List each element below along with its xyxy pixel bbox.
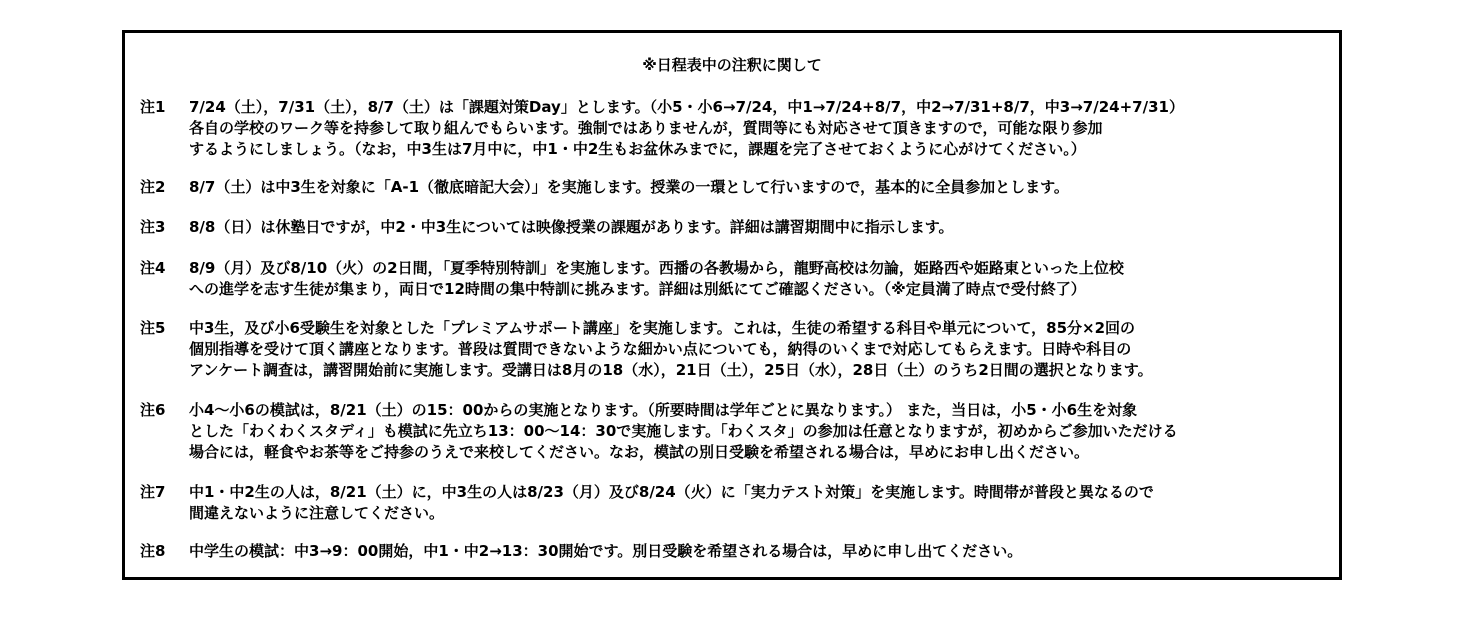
note-line: 中1・中2生の人は，8/21（土）に，中3生の人は8/23（月）及び8/24（火）に「実力テスト対策」を実施します。時間帯が普段と異なるので [189, 483, 1154, 501]
note-line: アンケート調査は，講習開始前に実施します。受講日は8月の18（水），21日（土），25日（水），28日（土）のうち2日間の選択となります。 [189, 361, 1153, 379]
note-label: 注1 [140, 98, 166, 116]
note-line: 7/24（土），7/31（土），8/7（土）は「課題対策Day」とします。（小5・小6→7/24，中1→7/24+8/7，中2→7/31+8/7，中3→7/24+7/31） [189, 98, 1184, 116]
note-line: 間違えないように注意してください。 [189, 504, 445, 522]
note-body [189, 217, 1329, 238]
note-line: への進学を志す生徒が集まり，両日で12時間の集中特訓に挑みます。詳細は別紙にてご確認ください。（※定員満了時点で受付終了） [189, 280, 1086, 298]
note-body [189, 482, 1329, 524]
note-line: 個別指導を受けて頂く講座となります。普段は質問できないような細かい点についても，納得のいくまで対応してもらえます。日時や科目の [189, 340, 1132, 358]
note-line: 8/9（月）及び8/10（火）の2日間，「夏季特別特訓」を実施します。西播の各教場から，龍野高校は勿論，姫路西や姫路東といった上位校 [189, 259, 1124, 277]
page-title: ※日程表中の注釈に関して [642, 56, 822, 74]
note-line: するようにしましょう。（なお，中3生は7月中に，中1・中2生もお盆休みまでに，課題を完了させておくように心がけてください。） [189, 140, 1086, 158]
note-line: とした「わくわくスタディ」も模試に先立ち13：00～14：30で実施します。「わくスタ」の参加は任意となりますが，初めからご参加いただける [189, 422, 1178, 440]
note-label: 注2 [140, 178, 166, 196]
note-line: 8/8（日）は休塾日ですが，中2・中3生については映像授業の課題があります。詳細は講習期間中に指示します。 [189, 218, 954, 236]
note-line: 小4～小6の模試は，8/21（土）の15：00からの実施となります。（所要時間は学年ごとに異なります。） また，当日は，小5・小6生を対象 [189, 401, 1138, 419]
note-body [189, 541, 1329, 562]
note-label: 注7 [140, 483, 166, 501]
note-body [189, 318, 1329, 381]
note-label: 注4 [140, 259, 166, 277]
note-body [189, 177, 1329, 198]
note-line: 場合には，軽食やお茶等をご持参のうえで来校してください。なお，模試の別日受験を希望される場合は，早めにお申し出ください。 [189, 443, 1090, 461]
note-label: 注5 [140, 319, 166, 337]
notes-box [122, 30, 1342, 580]
note-body [189, 258, 1329, 300]
note-body [189, 97, 1329, 160]
note-line: 中3生，及び小6受験生を対象とした「プレミアムサポート講座」を実施します。これは，生徒の希望する科目や単元について，85分×2回の [189, 319, 1136, 337]
note-body [189, 400, 1329, 463]
note-line: 中学生の模試：中3→9：00開始，中1・中2→13：30開始です。別日受験を希望される場合は，早めに申し出てください。 [189, 542, 1023, 560]
note-label: 注6 [140, 401, 166, 419]
note-line: 各自の学校のワーク等を持参して取り組んでもらいます。強制ではありませんが，質問等にも対応させて頂きますので，可能な限り参加 [189, 119, 1103, 137]
note-label: 注3 [140, 218, 166, 236]
note-label: 注8 [140, 542, 166, 560]
note-line: 8/7（土）は中3生を対象に「A-1（徹底暗記大会）」を実施します。授業の一環として行いますので，基本的に全員参加とします。 [189, 178, 1069, 196]
